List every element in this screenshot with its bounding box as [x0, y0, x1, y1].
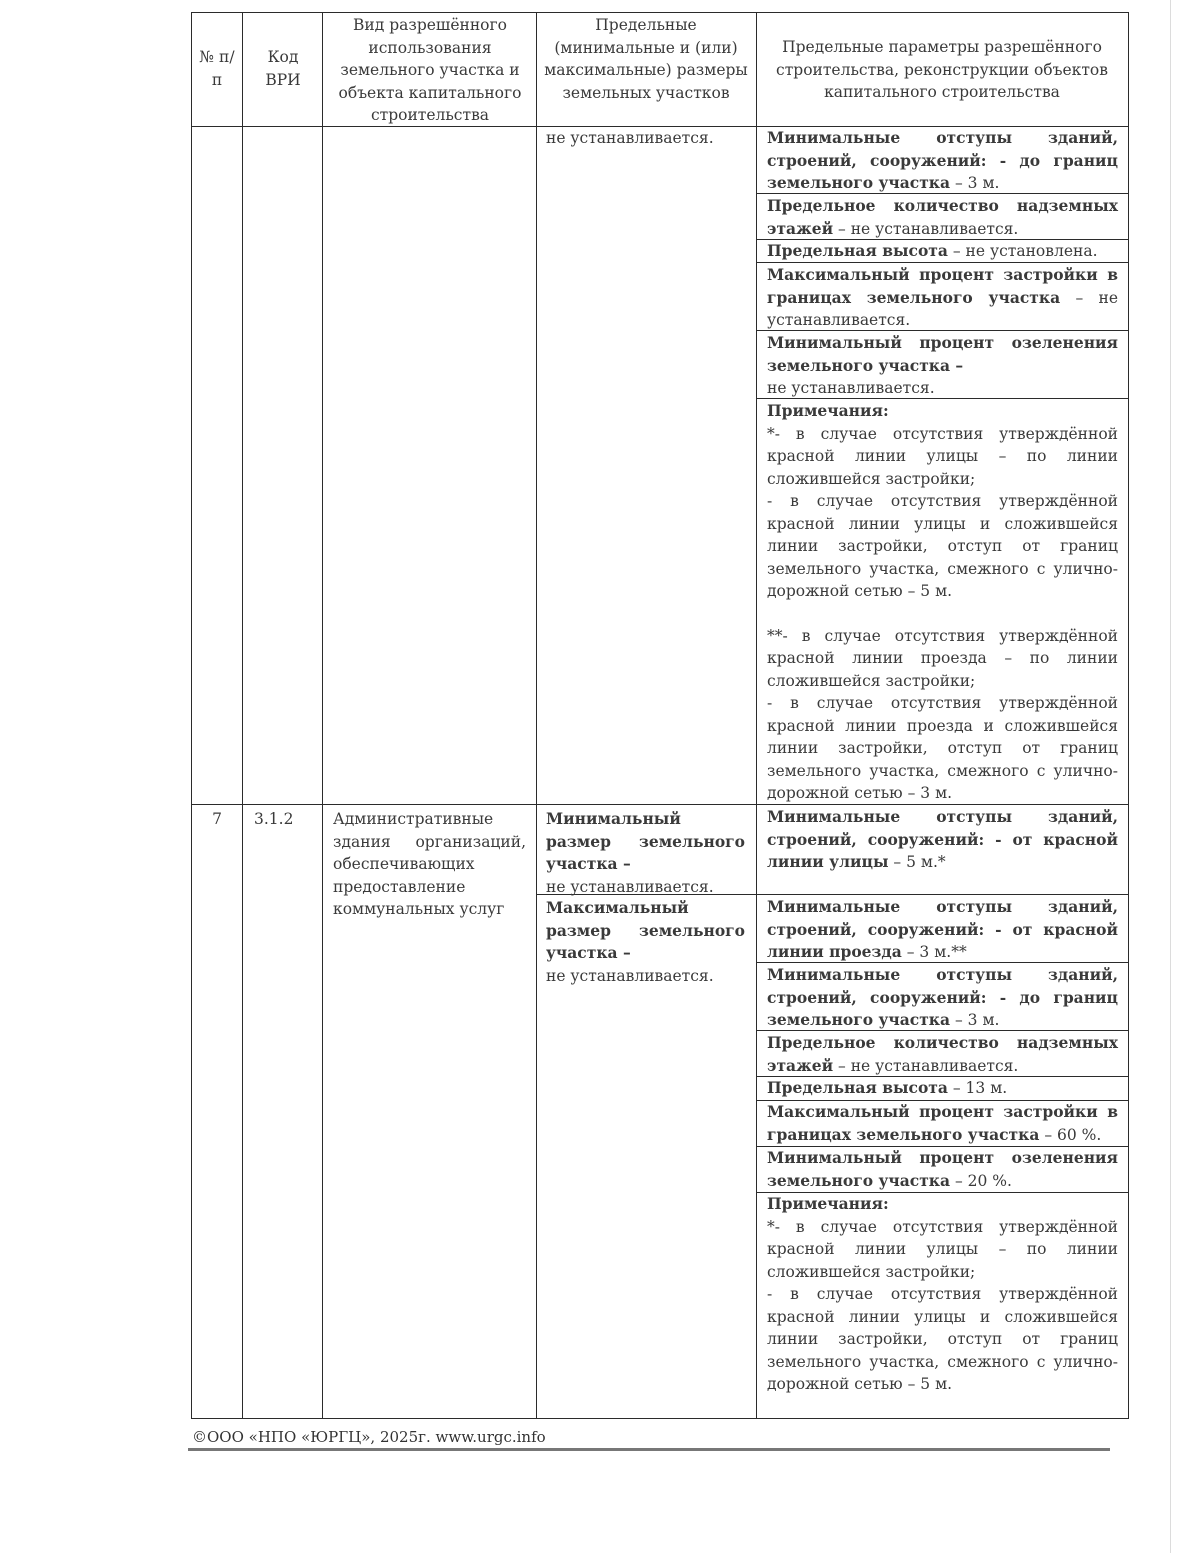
note: - в случае отсутствия утверждённой красной линии проезда и сложившейся линии застройки, отступ от границ земельного участка, смежного с улично-дорожной сетью – 3 м. [767, 694, 1118, 802]
note: - в случае отсутствия утверждённой красной линии улицы и сложившейся линии застройки, отступ от границ земельного участка, смежного с улично-дорожной сетью – 5 м. [767, 1285, 1118, 1393]
param-value: – 3 м. [950, 1011, 1000, 1029]
param-label: Минимальные отступы зданий, строений, сооружений: - от красной линии улицы [767, 807, 1118, 871]
param-value: не устанавливается. [767, 379, 935, 397]
param-value: – 60 %. [1039, 1125, 1102, 1144]
row7-param-coverage [767, 1101, 1118, 1146]
note: - в случае отсутствия утверждённой красной линии улицы и сложившейся линии застройки, отступ от границ земельного участка, смежного с улично-дорожной сетью – 5 м. [767, 492, 1118, 600]
col-border-4 [756, 12, 757, 1419]
row7-min-size [546, 808, 745, 898]
param-value: – 3 м. [950, 174, 1000, 192]
param-label: Минимальные отступы зданий, строений, сооружений: - до границ земельного участка [767, 128, 1118, 192]
header-col-params: Предельные параметры разрешённого строительства, реконструкции объектов капитального строительства [776, 38, 1108, 101]
row7-use: Административные здания организаций, обеспечивающих предоставление коммунальных услуг [333, 810, 526, 918]
col-border-3 [536, 12, 537, 1419]
param-label: Минимальные отступы зданий, строений, сооружений: - от красной линии проезда [767, 897, 1118, 961]
notes-title: Примечания: [767, 401, 889, 420]
param-label: Предельная высота [767, 1078, 948, 1097]
param-label: Минимальный процент озеленения земельного участка [767, 1148, 1118, 1190]
prev-param-coverage [767, 264, 1118, 332]
col-border-left [191, 12, 192, 1419]
param-label: Максимальный процент застройки в границах земельного участка [767, 1102, 1118, 1144]
header-col-no: № п/п [199, 48, 235, 89]
row7-param-height [767, 1077, 1118, 1100]
prev-param-floors [767, 195, 1118, 240]
size-label: Максимальный размер земельного участка – [546, 898, 745, 962]
size-value: не устанавливается. [546, 877, 714, 896]
row7-notes [767, 1193, 1118, 1396]
param-value: – не установлена. [947, 242, 1098, 260]
header-col-use: Вид разрешённого использования земельного участка и объекта капитального строительства [338, 16, 522, 124]
table-bottom-border [191, 1418, 1129, 1419]
col-border-1 [242, 12, 243, 1419]
param-label: Предельное количество надземных этажей [767, 196, 1118, 238]
row7-param-greening [767, 1147, 1118, 1192]
row7-param-setbacks-driveway [767, 896, 1118, 964]
param-label: Предельное количество надземных этажей [767, 1033, 1118, 1075]
note: **- в случае отсутствия утверждённой красной линии проезда – по линии сложившейся застройки; [767, 626, 1118, 690]
row7-max-size [546, 897, 745, 987]
row7-param-setbacks-boundary [767, 964, 1118, 1032]
row7-param-floors [767, 1032, 1118, 1077]
prev-param-setbacks-boundary [767, 127, 1118, 195]
note: *- в случае отсутствия утверждённой красной линии улицы – по линии сложившейся застройки; [767, 424, 1118, 488]
param-value: – 20 %. [950, 1171, 1012, 1190]
col-border-right [1128, 12, 1129, 1419]
param-value: – 5 м.* [888, 853, 946, 871]
header-col-code: Код ВРИ [265, 48, 301, 89]
row7-code: 3.1.2 [254, 810, 294, 828]
param-value: – не устанавливается. [767, 288, 1118, 329]
footer-rule [188, 1448, 1110, 1451]
param-label: Предельная высота [767, 241, 948, 260]
prev-param-greening [767, 332, 1118, 400]
prev-notes [767, 400, 1118, 805]
param-value: – 3 м.** [901, 943, 967, 961]
table-top-border [191, 12, 1129, 13]
param-label: Минимальный процент озеленения земельного участка – [767, 333, 1118, 375]
footer-copyright: ©ООО «НПО «ЮРГЦ», 2025г. www.urgc.info [192, 1428, 546, 1446]
prev-size-tail: не устанавливается. [546, 129, 714, 147]
col-border-2 [322, 12, 323, 1419]
row7-no: 7 [212, 810, 222, 828]
size-label: Минимальный размер земельного участка – [546, 809, 745, 873]
prev-param-height [767, 240, 1118, 263]
scan-edge-line [1170, 0, 1171, 1553]
param-value: – не устанавливается. [833, 219, 1019, 238]
param-sep [756, 894, 1128, 895]
param-value: – 13 м. [947, 1079, 1008, 1097]
param-label: Минимальные отступы зданий, строений, сооружений: - до границ земельного участка [767, 965, 1118, 1029]
param-label: Максимальный процент застройки в границах земельного участка [767, 265, 1118, 307]
header-col-size: Предельные (минимальные и (или) максимальные) размеры земельных участков [544, 16, 748, 102]
notes-title: Примечания: [767, 1194, 889, 1213]
param-value: – не устанавливается. [833, 1056, 1019, 1075]
note: *- в случае отсутствия утверждённой красной линии улицы – по линии сложившейся застройки; [767, 1217, 1118, 1281]
size-value: не устанавливается. [546, 966, 714, 985]
row7-param-setbacks-street [767, 806, 1118, 874]
